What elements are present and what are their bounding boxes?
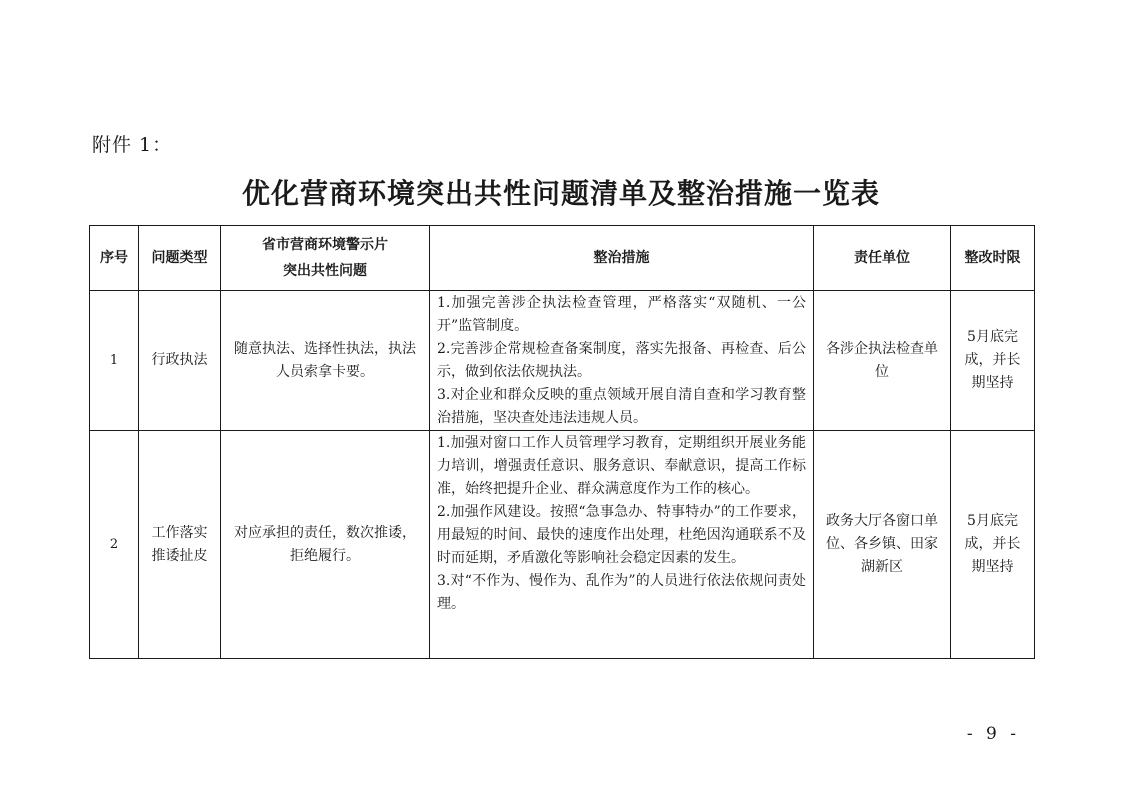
header-no: 序号 [90, 226, 139, 291]
header-issue-line2: 突出共性问题 [283, 263, 367, 279]
measure-item: 3.对“不作为、慢作为、乱作为”的人员进行依法依规问责处理。 [437, 573, 806, 612]
header-measures: 整治措施 [430, 226, 814, 291]
header-issue [221, 226, 430, 291]
row-deadline: 5月底完成，并长期坚持 [951, 291, 1035, 431]
table-header-row [90, 226, 1035, 291]
measure-item: 2.完善涉企常规检查备案制度，落实先报备、再检查、后公示，做到依法依规执法。 [437, 341, 806, 380]
row-no: 2 [90, 431, 139, 659]
measure-item: 3.对企业和群众反映的重点领域开展自清自查和学习教育整治措施，坚决查处违法违规人员。 [437, 387, 806, 426]
measure-item: 1.加强对窗口工作人员管理学习教育，定期组织开展业务能力培训，增强责任意识、服务意识、奉献意识，提高工作标准，始终把提升企业、群众满意度作为工作的核心。 [437, 435, 806, 497]
row-unit: 各涉企执法检查单位 [814, 291, 951, 431]
table-row [90, 291, 1035, 431]
header-deadline: 整改时限 [951, 226, 1035, 291]
row-unit: 政务大厅各窗口单位、各乡镇、田家湖新区 [814, 431, 951, 659]
document-title: 优化营商环境突出共性问题清单及整治措施一览表 [241, 177, 880, 210]
measure-item: 1.加强完善涉企执法检查管理，严格落实“双随机、一公开”监管制度。 [437, 295, 806, 334]
row-deadline: 5月底完成，并长期坚持 [951, 431, 1035, 659]
attachment-label: 附件 1： [92, 134, 173, 156]
row-no: 1 [90, 291, 139, 431]
row-type: 行政执法 [139, 291, 221, 431]
measure-item: 2.加强作风建设。按照“急事急办、特事特办”的工作要求，用最短的时间、最快的速度作出处理，杜绝因沟通联系不及时而延期，矛盾激化等影响社会稳定因素的发生。 [437, 504, 806, 566]
table-row [90, 431, 1035, 659]
page-number: - 9 - [966, 724, 1020, 744]
issues-table [89, 225, 1035, 659]
row-type: 工作落实推诿扯皮 [139, 431, 221, 659]
row-issue: 随意执法、选择性执法，执法人员索拿卡要。 [221, 291, 430, 431]
row-issue: 对应承担的责任，数次推诿，拒绝履行。 [221, 431, 430, 659]
header-type: 问题类型 [139, 226, 221, 291]
row-measures [430, 431, 814, 659]
row-measures [430, 291, 814, 431]
header-unit: 责任单位 [814, 226, 951, 291]
header-issue-line1: 省市营商环境警示片 [262, 237, 388, 253]
